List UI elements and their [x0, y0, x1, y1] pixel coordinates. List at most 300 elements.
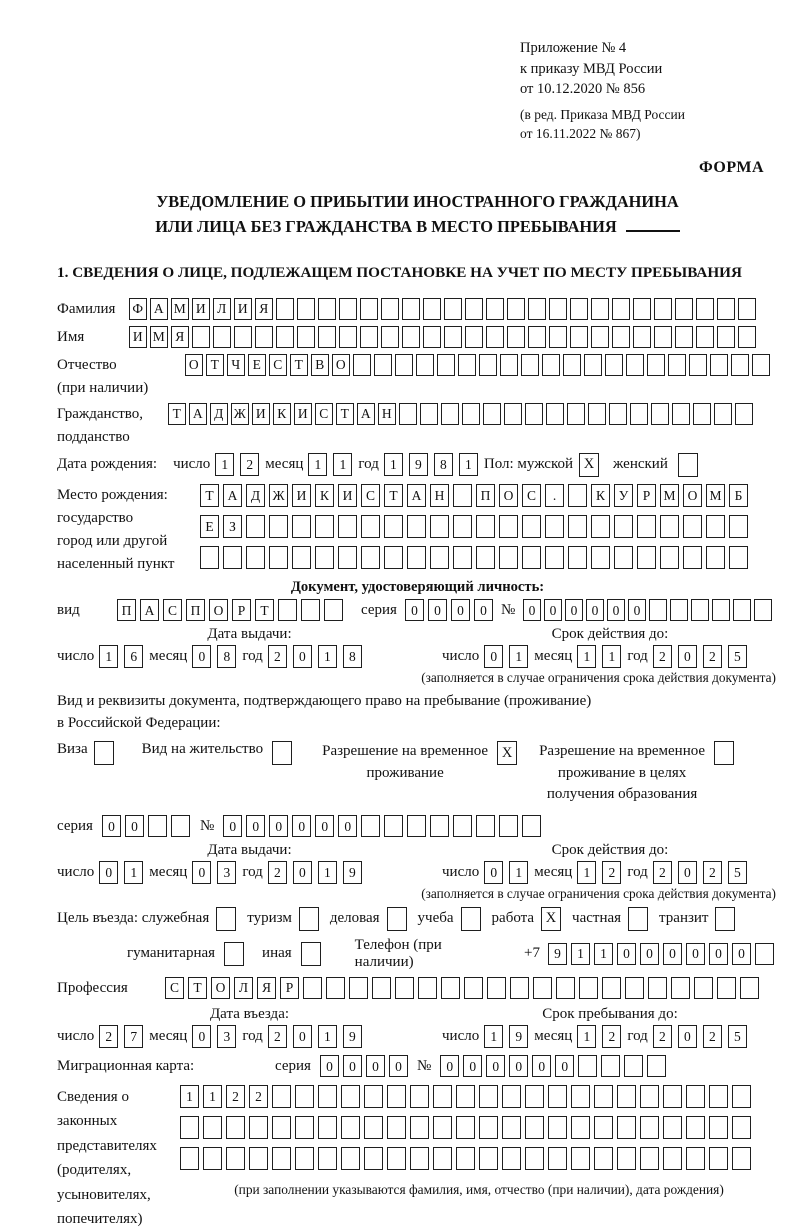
char-cell[interactable]: О — [499, 484, 518, 507]
char-cell[interactable] — [326, 977, 345, 999]
sex-female-checkbox[interactable] — [678, 453, 698, 477]
char-cell[interactable]: 0 — [125, 815, 144, 837]
char-cell[interactable] — [609, 403, 627, 425]
char-cell[interactable]: 0 — [192, 1025, 211, 1048]
char-cell[interactable] — [549, 326, 567, 348]
char-cell[interactable]: К — [591, 484, 610, 507]
char-cell[interactable] — [545, 546, 564, 569]
char-cell[interactable] — [548, 1147, 567, 1170]
char-cell[interactable] — [297, 326, 315, 348]
char-cell[interactable] — [479, 354, 497, 376]
purpose-study-checkbox[interactable] — [461, 907, 481, 931]
char-cell[interactable] — [384, 546, 403, 569]
char-cell[interactable] — [416, 354, 434, 376]
char-cell[interactable] — [542, 354, 560, 376]
char-cell[interactable] — [444, 298, 462, 320]
char-cell[interactable]: Я — [257, 977, 276, 999]
char-cell[interactable]: О — [211, 977, 230, 999]
char-cell[interactable]: Д — [246, 484, 265, 507]
char-cell[interactable] — [479, 1116, 498, 1139]
char-cell[interactable] — [691, 599, 709, 621]
char-cell[interactable] — [420, 403, 438, 425]
char-cell[interactable] — [709, 1116, 728, 1139]
char-cell[interactable] — [246, 515, 265, 538]
char-cell[interactable] — [733, 599, 751, 621]
char-cell[interactable] — [545, 515, 564, 538]
char-cell[interactable]: 0 — [509, 1055, 528, 1077]
char-cell[interactable]: 9 — [409, 453, 428, 476]
char-cell[interactable] — [192, 326, 210, 348]
char-cell[interactable] — [614, 546, 633, 569]
char-cell[interactable] — [568, 484, 587, 507]
char-cell[interactable] — [654, 298, 672, 320]
char-cell[interactable] — [499, 815, 518, 837]
char-cell[interactable] — [693, 403, 711, 425]
char-cell[interactable]: 0 — [640, 943, 659, 965]
char-cell[interactable] — [654, 326, 672, 348]
char-cell[interactable]: 0 — [405, 599, 424, 621]
char-cell[interactable]: 0 — [474, 599, 493, 621]
char-cell[interactable] — [738, 298, 756, 320]
char-cell[interactable] — [556, 977, 575, 999]
char-cell[interactable] — [647, 1055, 666, 1077]
char-cell[interactable] — [696, 326, 714, 348]
char-cell[interactable] — [269, 546, 288, 569]
char-cell[interactable] — [671, 977, 690, 999]
char-cell[interactable]: 0 — [532, 1055, 551, 1077]
char-cell[interactable] — [548, 1085, 567, 1108]
char-cell[interactable]: А — [189, 403, 207, 425]
char-cell[interactable] — [456, 1085, 475, 1108]
char-cell[interactable] — [246, 546, 265, 569]
char-cell[interactable]: 0 — [389, 1055, 408, 1077]
char-cell[interactable]: У — [614, 484, 633, 507]
char-cell[interactable] — [549, 298, 567, 320]
char-cell[interactable] — [453, 815, 472, 837]
char-cell[interactable] — [546, 403, 564, 425]
char-cell[interactable] — [395, 354, 413, 376]
char-cell[interactable] — [433, 1085, 452, 1108]
char-cell[interactable] — [601, 1055, 620, 1077]
char-cell[interactable]: Т — [384, 484, 403, 507]
char-cell[interactable] — [640, 1147, 659, 1170]
char-cell[interactable]: 0 — [486, 1055, 505, 1077]
char-cell[interactable] — [663, 1085, 682, 1108]
char-cell[interactable]: П — [186, 599, 205, 621]
char-cell[interactable]: Т — [255, 599, 274, 621]
char-cell[interactable] — [637, 546, 656, 569]
char-cell[interactable]: 9 — [548, 943, 567, 965]
char-cell[interactable] — [433, 1147, 452, 1170]
char-cell[interactable]: 7 — [124, 1025, 143, 1048]
char-cell[interactable] — [384, 815, 403, 837]
char-cell[interactable]: Ж — [231, 403, 249, 425]
char-cell[interactable]: И — [192, 298, 210, 320]
char-cell[interactable] — [649, 599, 667, 621]
char-cell[interactable]: 2 — [226, 1085, 245, 1108]
char-cell[interactable]: Д — [210, 403, 228, 425]
char-cell[interactable] — [633, 298, 651, 320]
char-cell[interactable] — [579, 977, 598, 999]
char-cell[interactable] — [272, 1085, 291, 1108]
char-cell[interactable] — [387, 1147, 406, 1170]
char-cell[interactable]: 1 — [318, 645, 337, 668]
char-cell[interactable] — [476, 546, 495, 569]
char-cell[interactable] — [487, 977, 506, 999]
char-cell[interactable] — [364, 1085, 383, 1108]
char-cell[interactable] — [694, 977, 713, 999]
char-cell[interactable] — [528, 326, 546, 348]
char-cell[interactable] — [272, 1116, 291, 1139]
char-cell[interactable] — [675, 298, 693, 320]
char-cell[interactable] — [353, 354, 371, 376]
char-cell[interactable]: 2 — [653, 1025, 672, 1048]
char-cell[interactable]: З — [223, 515, 242, 538]
char-cell[interactable]: 0 — [428, 599, 447, 621]
char-cell[interactable] — [465, 326, 483, 348]
char-cell[interactable] — [486, 326, 504, 348]
char-cell[interactable] — [407, 815, 426, 837]
char-cell[interactable]: 8 — [343, 645, 362, 668]
char-cell[interactable] — [410, 1085, 429, 1108]
char-cell[interactable] — [588, 403, 606, 425]
char-cell[interactable] — [591, 298, 609, 320]
char-cell[interactable] — [486, 298, 504, 320]
char-cell[interactable]: Р — [637, 484, 656, 507]
char-cell[interactable]: 0 — [686, 943, 705, 965]
char-cell[interactable] — [712, 599, 730, 621]
char-cell[interactable]: 0 — [555, 1055, 574, 1077]
char-cell[interactable] — [602, 977, 621, 999]
char-cell[interactable]: 1 — [459, 453, 478, 476]
char-cell[interactable] — [483, 403, 501, 425]
char-cell[interactable]: И — [129, 326, 147, 348]
char-cell[interactable] — [709, 1147, 728, 1170]
char-cell[interactable]: 0 — [463, 1055, 482, 1077]
char-cell[interactable] — [752, 354, 770, 376]
char-cell[interactable] — [423, 326, 441, 348]
char-cell[interactable] — [276, 298, 294, 320]
char-cell[interactable] — [223, 546, 242, 569]
char-cell[interactable] — [710, 354, 728, 376]
char-cell[interactable] — [407, 546, 426, 569]
char-cell[interactable] — [612, 326, 630, 348]
char-cell[interactable] — [384, 515, 403, 538]
char-cell[interactable] — [372, 977, 391, 999]
char-cell[interactable] — [423, 298, 441, 320]
char-cell[interactable] — [410, 1116, 429, 1139]
char-cell[interactable] — [430, 546, 449, 569]
char-cell[interactable] — [594, 1147, 613, 1170]
purpose-humanitarian-checkbox[interactable] — [224, 942, 244, 966]
char-cell[interactable] — [292, 546, 311, 569]
char-cell[interactable]: 9 — [343, 1025, 362, 1048]
char-cell[interactable]: 0 — [484, 861, 503, 884]
char-cell[interactable]: 0 — [451, 599, 470, 621]
char-cell[interactable]: П — [476, 484, 495, 507]
char-cell[interactable]: 0 — [484, 645, 503, 668]
char-cell[interactable] — [249, 1147, 268, 1170]
char-cell[interactable]: 0 — [586, 599, 604, 621]
char-cell[interactable] — [578, 1055, 597, 1077]
char-cell[interactable]: 1 — [99, 645, 118, 668]
char-cell[interactable]: 0 — [320, 1055, 339, 1077]
char-cell[interactable] — [640, 1085, 659, 1108]
char-cell[interactable]: П — [117, 599, 136, 621]
char-cell[interactable]: 2 — [602, 1025, 621, 1048]
char-cell[interactable]: А — [150, 298, 168, 320]
char-cell[interactable]: Ж — [269, 484, 288, 507]
char-cell[interactable] — [533, 977, 552, 999]
char-cell[interactable] — [502, 1116, 521, 1139]
char-cell[interactable]: 0 — [440, 1055, 459, 1077]
char-cell[interactable] — [234, 326, 252, 348]
char-cell[interactable]: 1 — [180, 1085, 199, 1108]
char-cell[interactable]: 2 — [602, 861, 621, 884]
char-cell[interactable] — [640, 1116, 659, 1139]
char-cell[interactable]: 1 — [318, 1025, 337, 1048]
char-cell[interactable] — [648, 977, 667, 999]
char-cell[interactable] — [717, 977, 736, 999]
char-cell[interactable] — [500, 354, 518, 376]
char-cell[interactable]: 2 — [703, 1025, 722, 1048]
char-cell[interactable] — [522, 815, 541, 837]
char-cell[interactable] — [521, 354, 539, 376]
char-cell[interactable] — [381, 298, 399, 320]
char-cell[interactable] — [479, 1085, 498, 1108]
char-cell[interactable]: 0 — [192, 645, 211, 668]
char-cell[interactable] — [510, 977, 529, 999]
char-cell[interactable]: 0 — [246, 815, 265, 837]
char-cell[interactable] — [594, 1085, 613, 1108]
char-cell[interactable] — [717, 326, 735, 348]
char-cell[interactable] — [418, 977, 437, 999]
char-cell[interactable] — [171, 815, 190, 837]
char-cell[interactable] — [395, 977, 414, 999]
char-cell[interactable]: 1 — [571, 943, 590, 965]
char-cell[interactable]: 1 — [384, 453, 403, 476]
purpose-official-checkbox[interactable] — [216, 907, 236, 931]
char-cell[interactable]: Е — [248, 354, 266, 376]
char-cell[interactable]: 9 — [343, 861, 362, 884]
char-cell[interactable]: 0 — [269, 815, 288, 837]
char-cell[interactable] — [399, 403, 417, 425]
char-cell[interactable] — [318, 1116, 337, 1139]
char-cell[interactable]: 0 — [366, 1055, 385, 1077]
char-cell[interactable]: 0 — [678, 1025, 697, 1048]
char-cell[interactable] — [731, 354, 749, 376]
char-cell[interactable]: С — [165, 977, 184, 999]
char-cell[interactable]: 2 — [268, 645, 287, 668]
visa-checkbox[interactable] — [94, 741, 114, 765]
char-cell[interactable]: Н — [378, 403, 396, 425]
char-cell[interactable]: 2 — [268, 1025, 287, 1048]
char-cell[interactable] — [295, 1085, 314, 1108]
char-cell[interactable]: 1 — [602, 645, 621, 668]
char-cell[interactable]: 0 — [343, 1055, 362, 1077]
char-cell[interactable] — [507, 326, 525, 348]
char-cell[interactable]: 2 — [240, 453, 259, 476]
char-cell[interactable] — [269, 515, 288, 538]
char-cell[interactable]: Т — [188, 977, 207, 999]
char-cell[interactable] — [476, 815, 495, 837]
char-cell[interactable]: И — [292, 484, 311, 507]
char-cell[interactable] — [683, 515, 702, 538]
char-cell[interactable]: 0 — [192, 861, 211, 884]
char-cell[interactable] — [295, 1116, 314, 1139]
char-cell[interactable] — [670, 599, 688, 621]
char-cell[interactable] — [315, 546, 334, 569]
char-cell[interactable] — [663, 1147, 682, 1170]
char-cell[interactable]: 1 — [124, 861, 143, 884]
char-cell[interactable] — [660, 515, 679, 538]
char-cell[interactable] — [341, 1085, 360, 1108]
purpose-other-checkbox[interactable] — [301, 942, 321, 966]
char-cell[interactable] — [339, 298, 357, 320]
char-cell[interactable] — [456, 1147, 475, 1170]
char-cell[interactable] — [568, 546, 587, 569]
char-cell[interactable]: . — [545, 484, 564, 507]
char-cell[interactable]: С — [315, 403, 333, 425]
char-cell[interactable]: 0 — [709, 943, 728, 965]
char-cell[interactable] — [301, 599, 320, 621]
char-cell[interactable] — [525, 1116, 544, 1139]
char-cell[interactable] — [437, 354, 455, 376]
char-cell[interactable]: 6 — [124, 645, 143, 668]
char-cell[interactable] — [522, 515, 541, 538]
char-cell[interactable] — [387, 1116, 406, 1139]
char-cell[interactable]: Т — [290, 354, 308, 376]
char-cell[interactable] — [732, 1085, 751, 1108]
char-cell[interactable] — [453, 515, 472, 538]
char-cell[interactable]: 1 — [577, 1025, 596, 1048]
char-cell[interactable] — [324, 599, 343, 621]
char-cell[interactable]: Т — [336, 403, 354, 425]
char-cell[interactable]: Н — [430, 484, 449, 507]
char-cell[interactable] — [617, 1116, 636, 1139]
char-cell[interactable]: С — [163, 599, 182, 621]
purpose-private-checkbox[interactable] — [628, 907, 648, 931]
char-cell[interactable]: И — [234, 298, 252, 320]
char-cell[interactable] — [272, 1147, 291, 1170]
char-cell[interactable]: 0 — [628, 599, 646, 621]
char-cell[interactable] — [462, 403, 480, 425]
char-cell[interactable] — [696, 298, 714, 320]
char-cell[interactable] — [338, 515, 357, 538]
char-cell[interactable]: М — [660, 484, 679, 507]
char-cell[interactable] — [584, 354, 602, 376]
char-cell[interactable] — [525, 1147, 544, 1170]
char-cell[interactable] — [660, 546, 679, 569]
char-cell[interactable]: 0 — [678, 861, 697, 884]
char-cell[interactable]: С — [269, 354, 287, 376]
char-cell[interactable] — [297, 298, 315, 320]
char-cell[interactable]: Ч — [227, 354, 245, 376]
char-cell[interactable]: 0 — [523, 599, 541, 621]
char-cell[interactable] — [364, 1147, 383, 1170]
char-cell[interactable] — [568, 515, 587, 538]
char-cell[interactable] — [624, 1055, 643, 1077]
char-cell[interactable] — [525, 1085, 544, 1108]
char-cell[interactable]: 0 — [293, 1025, 312, 1048]
char-cell[interactable] — [465, 298, 483, 320]
char-cell[interactable] — [755, 943, 774, 965]
char-cell[interactable] — [499, 515, 518, 538]
char-cell[interactable]: 0 — [102, 815, 121, 837]
char-cell[interactable]: А — [357, 403, 375, 425]
char-cell[interactable] — [180, 1147, 199, 1170]
char-cell[interactable] — [213, 326, 231, 348]
char-cell[interactable] — [502, 1147, 521, 1170]
char-cell[interactable]: 0 — [565, 599, 583, 621]
char-cell[interactable]: 0 — [732, 943, 751, 965]
char-cell[interactable]: 0 — [663, 943, 682, 965]
char-cell[interactable]: О — [185, 354, 203, 376]
char-cell[interactable] — [647, 354, 665, 376]
char-cell[interactable] — [433, 1116, 452, 1139]
char-cell[interactable] — [361, 546, 380, 569]
char-cell[interactable] — [686, 1116, 705, 1139]
char-cell[interactable] — [717, 298, 735, 320]
char-cell[interactable] — [458, 354, 476, 376]
char-cell[interactable]: 1 — [333, 453, 352, 476]
char-cell[interactable] — [318, 326, 336, 348]
char-cell[interactable] — [528, 298, 546, 320]
char-cell[interactable]: Е — [200, 515, 219, 538]
char-cell[interactable]: Л — [213, 298, 231, 320]
char-cell[interactable]: 2 — [653, 645, 672, 668]
char-cell[interactable]: О — [332, 354, 350, 376]
char-cell[interactable] — [563, 354, 581, 376]
char-cell[interactable] — [338, 546, 357, 569]
char-cell[interactable] — [633, 326, 651, 348]
char-cell[interactable] — [732, 1147, 751, 1170]
char-cell[interactable] — [594, 1116, 613, 1139]
char-cell[interactable]: О — [683, 484, 702, 507]
char-cell[interactable] — [729, 546, 748, 569]
char-cell[interactable] — [626, 354, 644, 376]
char-cell[interactable] — [522, 546, 541, 569]
purpose-business-checkbox[interactable] — [387, 907, 407, 931]
char-cell[interactable] — [361, 815, 380, 837]
char-cell[interactable] — [686, 1147, 705, 1170]
char-cell[interactable]: М — [150, 326, 168, 348]
char-cell[interactable]: 0 — [315, 815, 334, 837]
char-cell[interactable] — [249, 1116, 268, 1139]
char-cell[interactable] — [571, 1085, 590, 1108]
char-cell[interactable] — [548, 1116, 567, 1139]
char-cell[interactable] — [663, 1116, 682, 1139]
char-cell[interactable]: 0 — [293, 645, 312, 668]
char-cell[interactable] — [672, 403, 690, 425]
char-cell[interactable]: К — [315, 484, 334, 507]
char-cell[interactable]: Р — [280, 977, 299, 999]
char-cell[interactable] — [738, 326, 756, 348]
char-cell[interactable] — [714, 403, 732, 425]
char-cell[interactable] — [612, 298, 630, 320]
char-cell[interactable]: Ф — [129, 298, 147, 320]
char-cell[interactable] — [374, 354, 392, 376]
char-cell[interactable] — [318, 1085, 337, 1108]
char-cell[interactable]: 3 — [217, 861, 236, 884]
char-cell[interactable]: 2 — [703, 645, 722, 668]
char-cell[interactable]: 2 — [703, 861, 722, 884]
char-cell[interactable]: 2 — [268, 861, 287, 884]
char-cell[interactable] — [180, 1116, 199, 1139]
char-cell[interactable] — [740, 977, 759, 999]
char-cell[interactable]: 1 — [215, 453, 234, 476]
char-cell[interactable] — [148, 815, 167, 837]
